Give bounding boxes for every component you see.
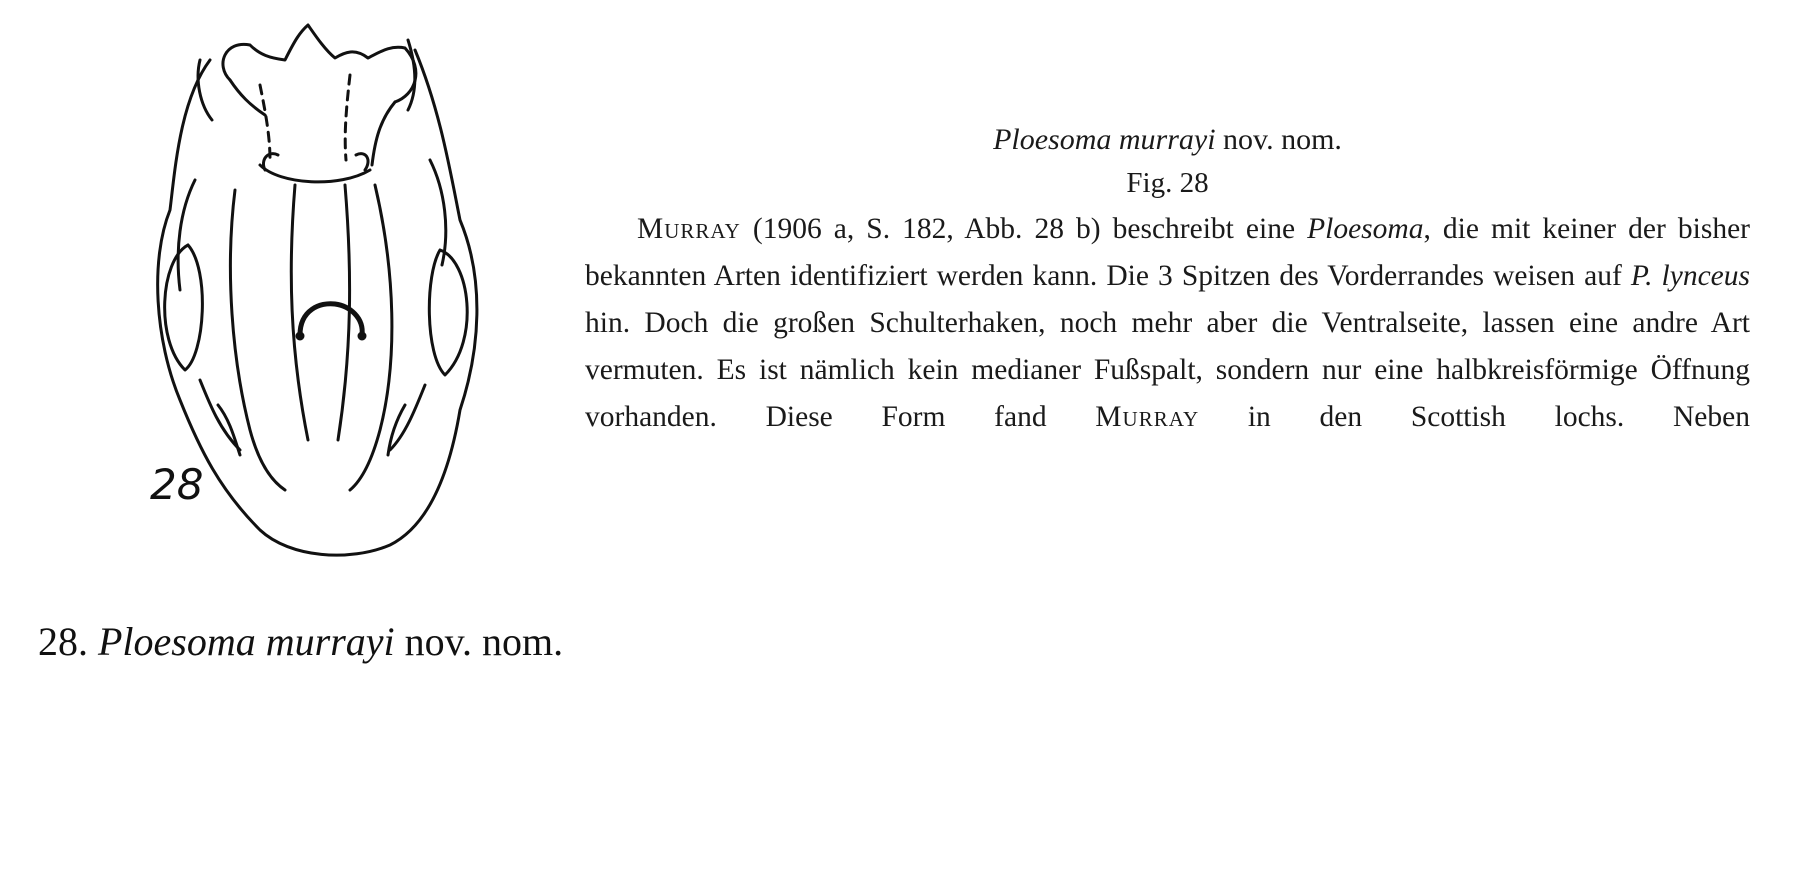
body-paragraph bbox=[585, 206, 1750, 441]
author-name: Murray bbox=[1095, 401, 1200, 433]
species-heading-name: Ploesoma murrayi bbox=[993, 123, 1216, 156]
figure-caption-number: 28. bbox=[38, 619, 88, 664]
figure-caption-species: Ploesoma murrayi bbox=[98, 619, 395, 664]
genus-name: Ploesoma bbox=[1307, 213, 1424, 245]
figure-caption bbox=[38, 618, 563, 665]
species-reference: P. lynceus bbox=[1630, 260, 1750, 292]
body-segment: , die mit keiner der bisher bekannten Arten identifiziert werden kann. Die 3 Spitzen des Vorderrandes weisen auf bbox=[585, 213, 1750, 292]
body-segment: in den Scottish lochs. Neben bbox=[1199, 401, 1750, 433]
species-heading-suffix: nov. nom. bbox=[1223, 123, 1342, 156]
ploesoma-illustration bbox=[140, 10, 540, 590]
body-segment: hin. Doch die großen Schulterhaken, noch mehr aber die Ventralseite, lassen eine andre Art vermuten. Es ist nämlich kein medianer Fußspalt, sondern nur eine halbkreisförmige Öffnung vorhanden. Diese Form fand bbox=[585, 307, 1750, 433]
figure-reference: Fig. 28 bbox=[1126, 167, 1209, 199]
author-name: Murray bbox=[637, 213, 741, 245]
species-heading bbox=[585, 118, 1750, 162]
body-segment: (1906 a, S. 182, Abb. 28 b) beschreibt eine bbox=[740, 213, 1308, 245]
figure-caption-suffix: nov. nom. bbox=[404, 619, 564, 664]
article-text bbox=[585, 118, 1750, 441]
figure-number: 28 bbox=[150, 460, 204, 509]
